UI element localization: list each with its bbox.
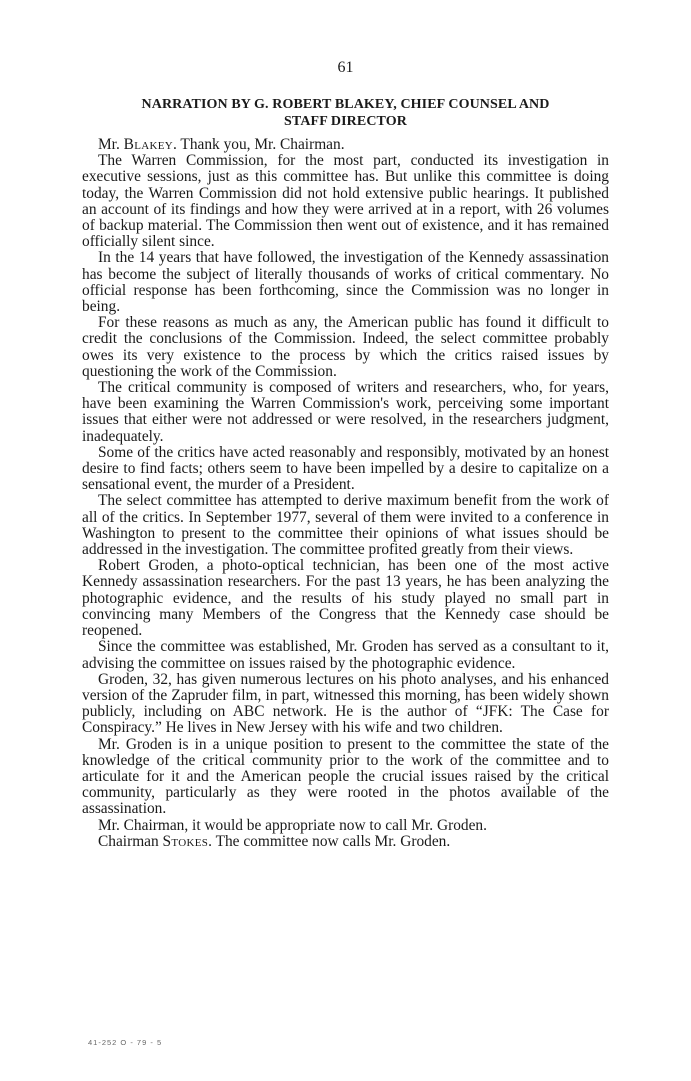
- closing-text: . The committee now calls Mr. Groden.: [208, 832, 451, 850]
- opening-prefix: Mr.: [98, 136, 124, 153]
- paragraph: For these reasons as much as any, the American public has found it difficult to credit the conclusions of the Commission. Indeed, the select committee probably owes its very existence to the process by which the critics raised issues by questioning the work of the Commission.: [82, 314, 609, 380]
- paragraph: The select committee has attempted to derive maximum benefit from the work of all of the critics. In September 1977, several of them were invited to a conference in Washington to present to the committee their opinions of what issues should be addressed in the investigation. The committee profited greatly from their views.: [82, 492, 609, 559]
- speaker-name: Blakey: [123, 136, 173, 153]
- paragraph: Since the committee was established, Mr. Groden has served as a consultant to it, advising the committee on issues raised by the photographic evidence.: [82, 638, 609, 672]
- document-page: [82, 58, 609, 850]
- closing-prefix: Chairman: [98, 832, 163, 850]
- paragraph: In the 14 years that have followed, the investigation of the Kennedy assassination has become the subject of literally thousands of works of critical commentary. No official response has been forthcoming, since the Commission was no longer in being.: [82, 249, 609, 316]
- body-text: [82, 137, 609, 850]
- paragraph: The Warren Commission, for the most part, conducted its investigation in executive sessions, just as this committee has. But unlike this committee is doing today, the Warren Commission did not hold extensive public hearings. It published an account of its findings and how they were arrived at in a report, with 26 volumes of backup material. The Commission then went out of existence, and it has remained officially silent since.: [82, 152, 609, 251]
- section-heading: [82, 96, 609, 130]
- opening-text: . Thank you, Mr. Chairman.: [173, 136, 345, 153]
- print-code-footer: 41-252 O - 79 - 5: [88, 1038, 163, 1047]
- paragraph: Robert Groden, a photo-optical technician, has been one of the most active Kennedy assassination researchers. For the past 13 years, he has been analyzing the photographic evidence, and the results of his study played no small part in convincing many Members of the Congress that the Kennedy case should be reopened.: [82, 557, 609, 640]
- speaker-name: Stokes: [162, 832, 209, 850]
- section-heading-line-2: STAFF DIRECTOR: [284, 114, 407, 129]
- paragraph: Mr. Chairman, it would be appropriate now to call Mr. Groden.: [98, 816, 487, 834]
- page-number: 61: [337, 59, 354, 76]
- section-heading-line-1: NARRATION BY G. ROBERT BLAKEY, CHIEF COUNSEL AND: [141, 97, 550, 112]
- opening-statement: [82, 137, 609, 153]
- paragraph: The critical community is composed of writers and researchers, who, for years, have been examining the Warren Commission's work, perceiving some important issues that either were not addressed or were resolved, in the researchers judgment, inadequately.: [82, 379, 609, 445]
- paragraph: Some of the critics have acted reasonably and responsibly, motivated by an honest desire to find facts; others seem to have been impelled by a desire to capitalize on a sensational event, the murder of a President.: [82, 443, 609, 494]
- paragraph: Groden, 32, has given numerous lectures on his photo analyses, and his enhanced version of the Zapruder film, in part, witnessed this morning, has been widely shown publicly, including on ABC network. He is the author of “JFK: The Case for Conspiracy.” He lives in New Jersey with his wife and two children.: [82, 670, 609, 737]
- closing-statement: [82, 834, 609, 850]
- paragraph: Mr. Groden is in a unique position to present to the committee the state of the knowledge of the critical community prior to the work of the committee and to articulate for it and the American people the crucial issues raised by the critical community, particularly as they were rooted in the photos available of the assassination.: [82, 735, 609, 818]
